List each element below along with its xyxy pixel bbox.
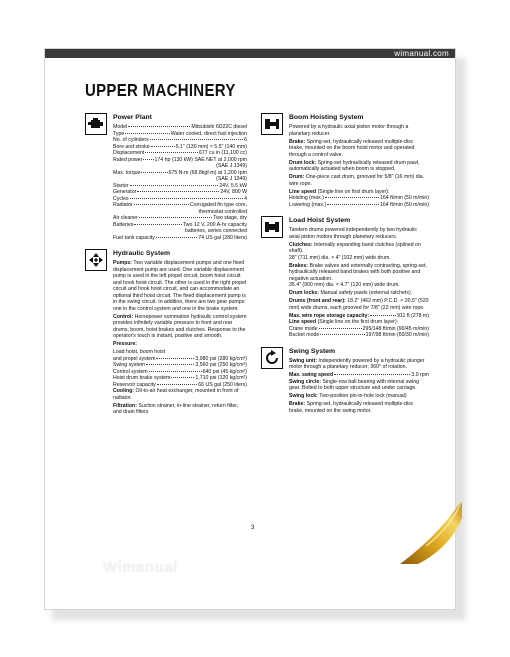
pressure-table [113, 356, 247, 389]
dot-leader [128, 126, 190, 127]
boom-hoist-section [261, 113, 429, 208]
spec-key: Type [113, 130, 125, 137]
swing-section [261, 347, 429, 415]
spec-value: 295/148 ft/min (90/45 m/min) [362, 325, 429, 332]
spec-value: Corrugated fin type core, [189, 202, 247, 208]
section-title: Power Plant [113, 114, 152, 121]
spec-key: Rated power [113, 156, 143, 163]
dot-leader [137, 191, 219, 192]
page-number: 3 [251, 525, 255, 531]
dot-leader [171, 377, 194, 378]
page-title: UPPER MACHINERY [85, 81, 236, 101]
dot-leader [141, 172, 167, 173]
swing-brake: Brake: Spring-set, hydraulically released multiple-disc brake, mounted on the swing motor. [289, 401, 414, 414]
boom-drum: Drum: One-piece cast drum, grooved for 5/8" (16 mm) dia. wire rope. [289, 174, 425, 187]
spec-value: 24V, 800 W [220, 189, 247, 195]
dot-leader [320, 334, 364, 335]
load-hoist-section [261, 216, 429, 339]
engine-icon [85, 113, 107, 135]
spec-value: 3,980 psi (280 kg/cm²) [195, 355, 247, 362]
dot-leader [325, 197, 379, 198]
spec-value: 640 psi (45 kg/cm²) [202, 368, 247, 375]
swing-lock: Swing lock: Two-position pin-in-hole lock (manual) [289, 393, 407, 399]
spec-value: 6 [244, 137, 247, 143]
pressure-intro: Load hoist, boom hoist [113, 349, 166, 355]
load-brakes: Brakes: Brake valves and externally contracting, spring-set, hydraulically released band brakes with both positive and negative actuation. [289, 262, 427, 282]
spec-key: Radiator [113, 202, 133, 208]
spec-key: Generator [113, 189, 137, 195]
dot-leader [143, 159, 153, 160]
boom-brake: Brake: Spring-set, hydraulically released multiple-disc brake, mounted on the boom hoist motor and operated through a control valve. [289, 138, 415, 158]
spec-value: 677 cu in (11,100 cc) [198, 150, 247, 156]
right-column [261, 113, 429, 422]
pumps-paragraph: Pumps: Two variable displacement pumps and one fixed displacement pump are used. One variable displacement pump is used in the left propel circuit, boom hoist circuit and hook hoist circuit. The other is used in the right propel circuit and hook hoist circuit, and can accommodate an optional third hoist circuit. The fixed displacement pump is in the swing circuit. In addition, there are two gear pumps: one in the control system and one in the brake system. [113, 260, 247, 312]
spec-value: 1,710 psi (120 kg/cm²) [195, 375, 247, 381]
spec-table [113, 124, 247, 241]
watermark-logo: Wimanual [103, 559, 178, 576]
dot-leader [146, 364, 194, 365]
boom-intro: Powered by a hydraulic axial piston motor through a planetary reducer. [289, 124, 409, 137]
spec-key: Bucket mode [289, 332, 320, 338]
spec-key: Starter [113, 182, 129, 189]
spec-key: Control system [113, 368, 148, 375]
dot-leader [139, 217, 212, 218]
spec-key: Lowering (max.) [289, 201, 327, 208]
dot-leader [156, 237, 197, 238]
dot-leader [134, 204, 189, 205]
spec-value: 3,560 psi (250 kg/cm²) [195, 362, 247, 368]
section-title: Load Hoist System [289, 217, 351, 224]
watermark-top: wimanual.com [394, 49, 449, 58]
load-speed-table [289, 326, 429, 339]
swing-circle: Swing circle: Single-row ball bearing with internal swing gear. Bolted to both upper structure and under carriage. [289, 378, 420, 391]
spec-key: Crane mode [289, 325, 318, 332]
dot-leader [319, 328, 362, 329]
load-intro: Tandem drums powered independently by two hydraulic axial piston motors through planetary reducers. [289, 227, 418, 240]
control-paragraph: Control: Horsepower summation hydraulic control system provides infinitely variable pressure to front and rear drums, boom, hoist brakes and clutches. Response to the operator's touch is instant, positive and smooth. [113, 313, 247, 339]
dot-leader [157, 384, 198, 385]
load-clutch-size: 28" (711 mm) dia. × 4" (102 mm) wide drum. [289, 254, 391, 261]
section-title: Hydraulic System [113, 250, 171, 257]
load-drums: Drums (front and rear): 18.2" (462 mm) P.C.D. × 20.5" (520 mm) wide drums, each grooved for 7/8" (22 mm) wire rope. [289, 298, 429, 311]
dot-leader [151, 146, 175, 147]
load-linespeed: Line speed (Single line on the first drum layer): [289, 319, 399, 325]
dot-leader [145, 152, 198, 153]
spec-key: Displacement [113, 150, 145, 156]
spec-value: 174 hp (130 kW) SAE NET at 2,000 rpm [154, 156, 247, 163]
dot-leader [130, 185, 219, 186]
dot-leader [134, 224, 181, 225]
left-column [85, 113, 247, 424]
spec-value: Two stage, dry [213, 215, 247, 221]
dot-leader [130, 198, 244, 199]
spec-key: Batteries [113, 221, 134, 228]
spec-value: Water cooled, direct fuel injection [170, 130, 247, 137]
dot-leader [156, 358, 194, 359]
swing-rotate-icon [261, 347, 283, 369]
spec-value: 675 N-m (68.8kgf-m) at 1,200 rpm [168, 169, 247, 176]
spec-row [289, 332, 429, 339]
pressure-heading: Pressure: [113, 341, 137, 347]
spec-value: 5.1" (130 mm) × 5.5" (140 mm) [175, 143, 247, 150]
spec-continuation: thermostat controlled [198, 208, 247, 215]
spec-value: 197/98 ft/min (60/30 m/min) [365, 332, 429, 338]
cooling-paragraph: Cooling: Oil-to-air heat exchanger, mounted in front of radiator. [113, 388, 239, 401]
dot-leader [125, 133, 170, 134]
load-wirerope-row: Max. wire rope storage capacity: 911 ft (278 m) [289, 312, 429, 319]
spec-continuation: (SAE J 1349) [216, 163, 247, 169]
dot-leader [149, 371, 202, 372]
spec-key: Cycles [113, 195, 129, 202]
spec-key: Air cleaner [113, 215, 138, 221]
spec-continuation: batteries, series connected [185, 228, 247, 234]
section-title: Boom Hoisting System [289, 114, 364, 121]
spec-value: Two 12 V, 200 A-hr capacity [182, 221, 247, 228]
spec-key: Reservoir capacity [113, 381, 156, 388]
spec-value: 24V, 5.5 kW [219, 182, 247, 189]
spec-key: Swing system [113, 362, 145, 368]
spec-value: Mitsubishi 6D22C diesel [191, 124, 247, 130]
hydraulic-section [85, 249, 247, 416]
spec-value: 4 [244, 195, 247, 202]
load-drumlocks: Drum locks: Manual safety pawls (external ratchets). [289, 290, 413, 296]
filtration-paragraph: Filtration: Suction strainer, in-line strainer, return filter, and drain filters [113, 402, 239, 415]
top-band [45, 49, 455, 58]
swing-speed-row: Max. swing speed 3.0 rpm [289, 372, 429, 378]
spec-key: Fuel tank capacity [113, 234, 155, 241]
spec-continuation: (SAE J 1349) [216, 176, 247, 182]
boom-hoist-icon [261, 113, 283, 135]
spec-value: 164 ft/min (50 m/min) [379, 201, 429, 208]
spec-key: and propel system [113, 355, 156, 362]
spec-row [113, 235, 247, 242]
swing-unit: Swing unit: Independently powered by a hydraulic plunger motor through a planetary reducer; 360° of rotation. [289, 357, 425, 370]
page-curl-graphic [398, 498, 464, 566]
load-brake-size: 35.4" (900 mm) dia. × 4.7" (120 mm) wide drum. [289, 282, 400, 288]
spec-value: 66 US gal (250 liters) [198, 381, 247, 388]
load-hoist-icon [261, 216, 283, 238]
spec-key: Hoist drum brake system [113, 375, 171, 381]
spec-key: Bore and stroke [113, 143, 150, 150]
dot-leader [327, 204, 379, 205]
hydraulic-arrows-icon [85, 249, 107, 271]
spec-key: No. of cylinders [113, 137, 149, 143]
boom-linespeed: Line speed (Single line on first drum layer): [289, 188, 390, 195]
power-plant-section [85, 113, 247, 241]
spec-value: 164 ft/min (50 m/min) [379, 195, 429, 201]
boom-drumlock: Drum lock: Spring-set hydraulically released drum pawl, automatically actuated when boom is stopped. [289, 159, 420, 172]
spec-key: Max. torque [113, 169, 141, 176]
spec-key: Hoisting (max.) [289, 195, 324, 201]
spec-value: 74 US gal (280 liters) [198, 234, 247, 241]
dot-leader [150, 139, 243, 140]
load-clutches: Clutches: Internally expanding band clutches (splined on shaft). [289, 241, 421, 254]
boom-speed-table [289, 195, 429, 208]
section-title: Swing System [289, 347, 336, 355]
manual-page [44, 48, 456, 610]
spec-key: Model [113, 124, 128, 130]
spec-row [289, 202, 429, 209]
